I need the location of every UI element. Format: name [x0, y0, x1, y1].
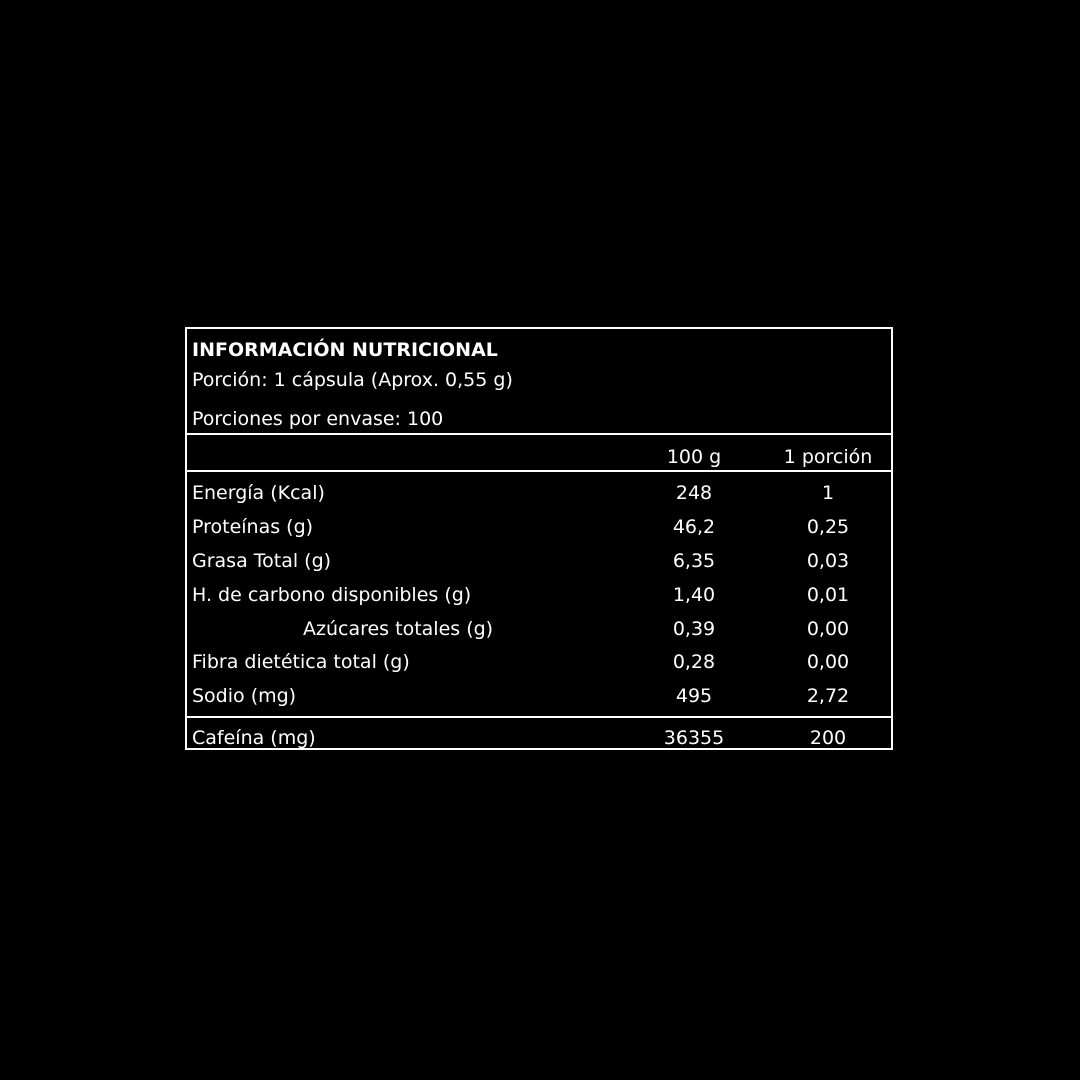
divider-footer	[187, 716, 891, 718]
row-label: Sodio (mg)	[192, 685, 297, 707]
row-label: Proteínas (g)	[192, 516, 314, 538]
footer-label: Cafeína (mg)	[192, 727, 316, 749]
row-value-portion: 1	[821, 482, 835, 504]
row-label: Fibra dietética total (g)	[192, 651, 410, 673]
row-label: Energía (Kcal)	[192, 482, 325, 504]
row-value-portion: 0,01	[806, 584, 850, 606]
footer-value-100g: 36355	[663, 727, 725, 749]
row-value-portion: 0,00	[806, 651, 850, 673]
portion-text: Porción: 1 cápsula (Aprox. 0,55 g)	[192, 369, 513, 391]
row-value-100g: 6,35	[672, 550, 716, 572]
row-value-100g: 46,2	[672, 516, 716, 538]
row-value-100g: 248	[675, 482, 713, 504]
divider-columns	[187, 470, 891, 472]
row-value-portion: 0,03	[806, 550, 850, 572]
column-header-portion: 1 porción	[783, 446, 873, 468]
column-header-100g: 100 g	[666, 446, 722, 468]
row-value-100g: 0,28	[672, 651, 716, 673]
row-value-100g: 0,39	[672, 618, 716, 640]
row-value-portion: 0,00	[806, 618, 850, 640]
row-value-100g: 1,40	[672, 584, 716, 606]
row-label: Grasa Total (g)	[192, 550, 332, 572]
row-value-portion: 2,72	[806, 685, 850, 707]
row-value-portion: 0,25	[806, 516, 850, 538]
servings-text: Porciones por envase: 100	[192, 408, 444, 430]
nutrition-facts-panel	[185, 327, 893, 750]
row-value-100g: 495	[675, 685, 713, 707]
row-label: H. de carbono disponibles (g)	[192, 584, 472, 606]
row-label-indented: Azúcares totales (g)	[303, 618, 494, 640]
divider-header	[187, 433, 891, 435]
panel-title: INFORMACIÓN NUTRICIONAL	[192, 339, 498, 361]
footer-value-portion: 200	[809, 727, 847, 749]
